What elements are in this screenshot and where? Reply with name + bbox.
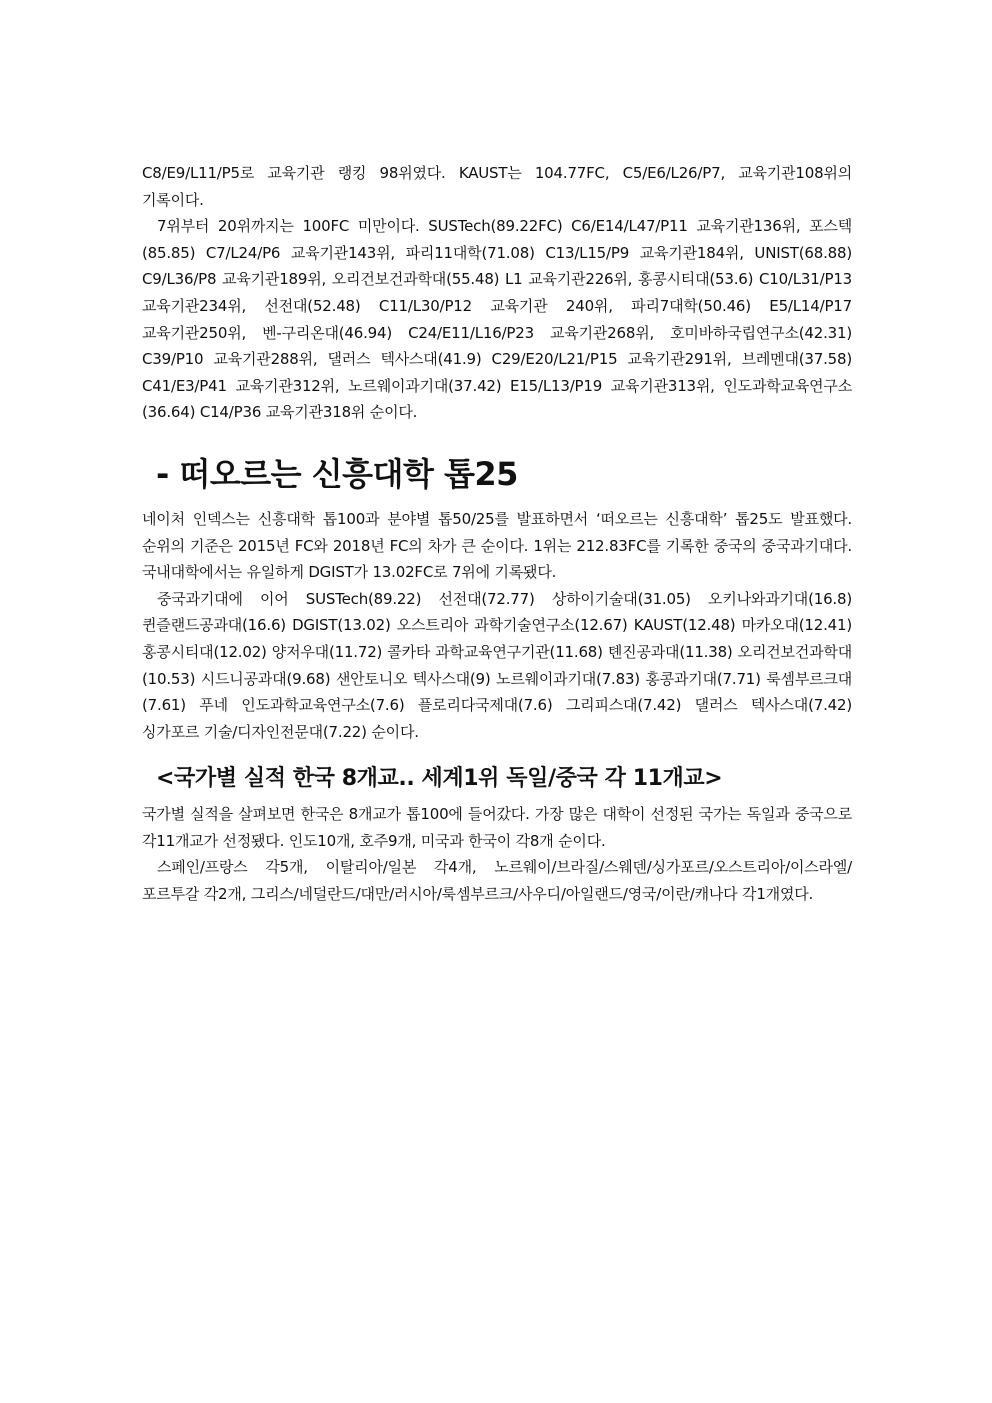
section-heading: - 떠오르는 신흥대학 톱25 xyxy=(156,454,518,493)
body-paragraph: 스페인/프랑스 각5개, 이탈리아/일본 각4개, 노르웨이/브라질/스웨덴/싱가포르/오스트리아/이스라엘/포르투갈 각2개, 그리스/네덜란드/대만/러시아/룩셈부르크/사우디/아일랜드/영국/이란/캐나다 각1개였다. xyxy=(142,858,852,904)
body-paragraph: 국가별 실적을 살펴보면 한국은 8개교가 톱100에 들어갔다. 가장 많은 대학이 선정된 국가는 독일과 중국으로 각11개교가 선정됐다. 인도10개, 호주9개, 미국과 한국이 각8개 순이다. xyxy=(142,805,852,850)
body-paragraph: 7위부터 20위까지는 100FC 미만이다. SUSTech(89.22FC) C6/E14/L47/P11 교육기관136위, 포스텍(85.85) C7/L24/P6 교육기관143위, 파리11대학(71.08) C13/L15/P9 교육기관184위, UNIST(68.88) C9/L36/P8 교육기관189위, 오리건보건과학대(55.48) L1 교육기관226위, 홍콩시티대(53.6) C10/L31/P13 교육기관234위, 선전대(52.48) C11/L30/P12 교육기관 240위, 파리7대학(50.46) E5/L14/P17 교육기관250위, 벤-구리온대(46.94) C24/E11/L16/P23 교육기관268위, 호미바하국립연구소(42.31) C39/P10 교육기관288위, 댈러스 텍사스대(41.9) C29/E20/L21/P15 교육기관291위, 브레멘대(37.58) C41/E3/P41 교육기관312위, 노르웨이과기대(37.42) E15/L13/P19 교육기관313위, 인도과학교육연구소(36.64) C14/P36 교육기관318위 순이다. xyxy=(142,217,852,422)
document-page xyxy=(142,160,852,908)
body-paragraph: 중국과기대에 이어 SUSTech(89.22) 선전대(72.77) 상하이기술대(31.05) 오키나와과기대(16.8) 퀸즐랜드공과대(16.6) DGIST(13.02) 오스트리아 과학기술연구소(12.67) KAUST(12.48) 마카오대(12.41) 홍콩시티대(12.02) 양저우대(11.72) 콜카타 과학교육연구기관(11.68) 톈진공과대(11.38) 오리건보건과학대(10.53) 시드니공과대(9.68) 샌안토니오 텍사스대(9) 노르웨이과기대(7.83) 홍콩과기대(7.71) 룩셈부르크대(7.61) 푸네 인도과학교육연구소(7.6) 플로리다국제대(7.6) 그리피스대(7.42) 댈러스 텍사스대(7.42) 싱가포르 기술/디자인전문대(7.22) 순이다. xyxy=(142,589,852,741)
body-paragraph: 네이처 인덱스는 신흥대학 톱100과 분야별 톱50/25를 발표하면서 ‘떠오르는 신흥대학’ 톱25도 발표했다. 순위의 기준은 2015년 FC와 2018년 FC의 차가 큰 순이다. 1위는 212.83FC를 기록한 중국의 중국과기대다. 국내대학에서는 유일하게 DGIST가 13.02FC로 7위에 기록됐다. xyxy=(142,509,852,582)
body-paragraph: C8/E9/L11/P5로 교육기관 랭킹 98위였다. KAUST는 104.77FC, C5/E6/L26/P7, 교육기관108위의 기록이다. xyxy=(142,164,852,209)
subsection-heading: <국가별 실적 한국 8개교.. 세계1위 독일/중국 각 11개교> xyxy=(156,766,723,792)
